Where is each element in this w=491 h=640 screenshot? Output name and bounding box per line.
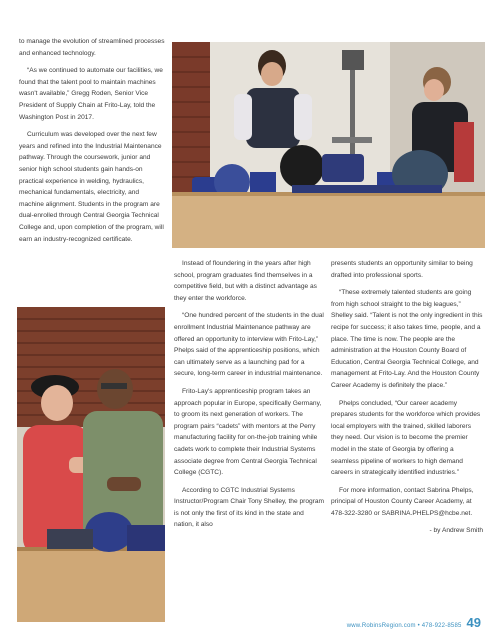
byline: - by Andrew Smith <box>429 527 483 535</box>
page-footer <box>347 615 481 630</box>
paragraph: “As we continued to automate our facilities, we found that the talent pool to maintain machines wasn't available,” Gregg Roden, Senior Vice President of Supply Chain at Frito-Lay, told the Washington Post in 2017. <box>19 67 163 121</box>
paragraph: to manage the evolution of streamlined processes and enhanced technology. <box>19 38 165 57</box>
paragraph: Phelps concluded, “Our career academy prepares students for the workforce which provides local employers with the trained, skilled laborers they need. Our vision is to become the premier model in the state of Georgia by offering a seamless pipeline of workers to high demand careers in strategically identified industries.” <box>331 399 481 477</box>
photo-instructor-illustration <box>17 307 165 622</box>
footer-url[interactable]: www.RobinsRegion.com • 478-922-8585 <box>346 623 462 629</box>
page-number: 49 <box>466 615 481 630</box>
paragraph: “These extremely talented students are going from high school straight to the big leagues,” Shelley said. “Talent is not the only ingredient in this recipe for success; it also takes time, people, and a place. The time is now. The people are the administration at the Houston County Board of Education, Central Georgia Technical College, and management at Frito-Lay. And the Houston County Career Academy is definitely the place.” <box>331 289 483 389</box>
article-column-1 <box>19 36 165 251</box>
paragraph: presents students an opportunity similar to being drafted into professional sports. <box>331 260 473 279</box>
photo-instructor-and-student <box>17 307 165 622</box>
paragraph: Curriculum was developed over the next few years and refined into the Industrial Maintenance pathway. Through the coursework, junior and senior high school students gain hands-on practical experience in welding, hydraulics, mechanical fundamentals, electricity, and machine alignment. Students in the program are dual-enrolled through Central Georgia Technical College and, upon completion of the program, will earn an industry-recognized certificate. <box>19 131 164 243</box>
paragraph: Frito-Lay's apprenticeship program takes an approach popular in Europe, specifically Germany, to groom its next generation of workers. The program pairs “cadets” with mentors at the Perry manufacturing facility for on-the-job training while cadets work to complete their Industrial Systems associate degree from Central Georgia Technical College (CGTC). <box>174 387 322 477</box>
paragraph: According to CGTC Industrial Systems Instructor/Program Chair Tony Shelley, the program is not only the first of its kind in the state and nation, it also <box>174 486 325 529</box>
article-column-3 <box>331 258 483 543</box>
photo-students-at-machines <box>172 42 485 248</box>
paragraph: “One hundred percent of the students in the dual enrollment Industrial Maintenance pathway are offered an opportunity to interview with Frito-Lay,” Phelps said of the apprenticeship positions, which can ultimately serve as a launching pad for a secure, long-term career in industrial maintenance. <box>174 312 324 378</box>
photo-students-illustration <box>172 42 485 248</box>
paragraph: Instead of floundering in the years after high school, program graduates find themselves in a competitive field, but with a distinct advantage as they enter the workforce. <box>174 260 317 302</box>
article-column-2 <box>174 258 324 537</box>
paragraph: For more information, contact Sabrina Phelps, principal of Houston County Career Academy, at 478-322-3280 or SABRINA.PHELPS@hcbe.net. <box>331 486 474 517</box>
